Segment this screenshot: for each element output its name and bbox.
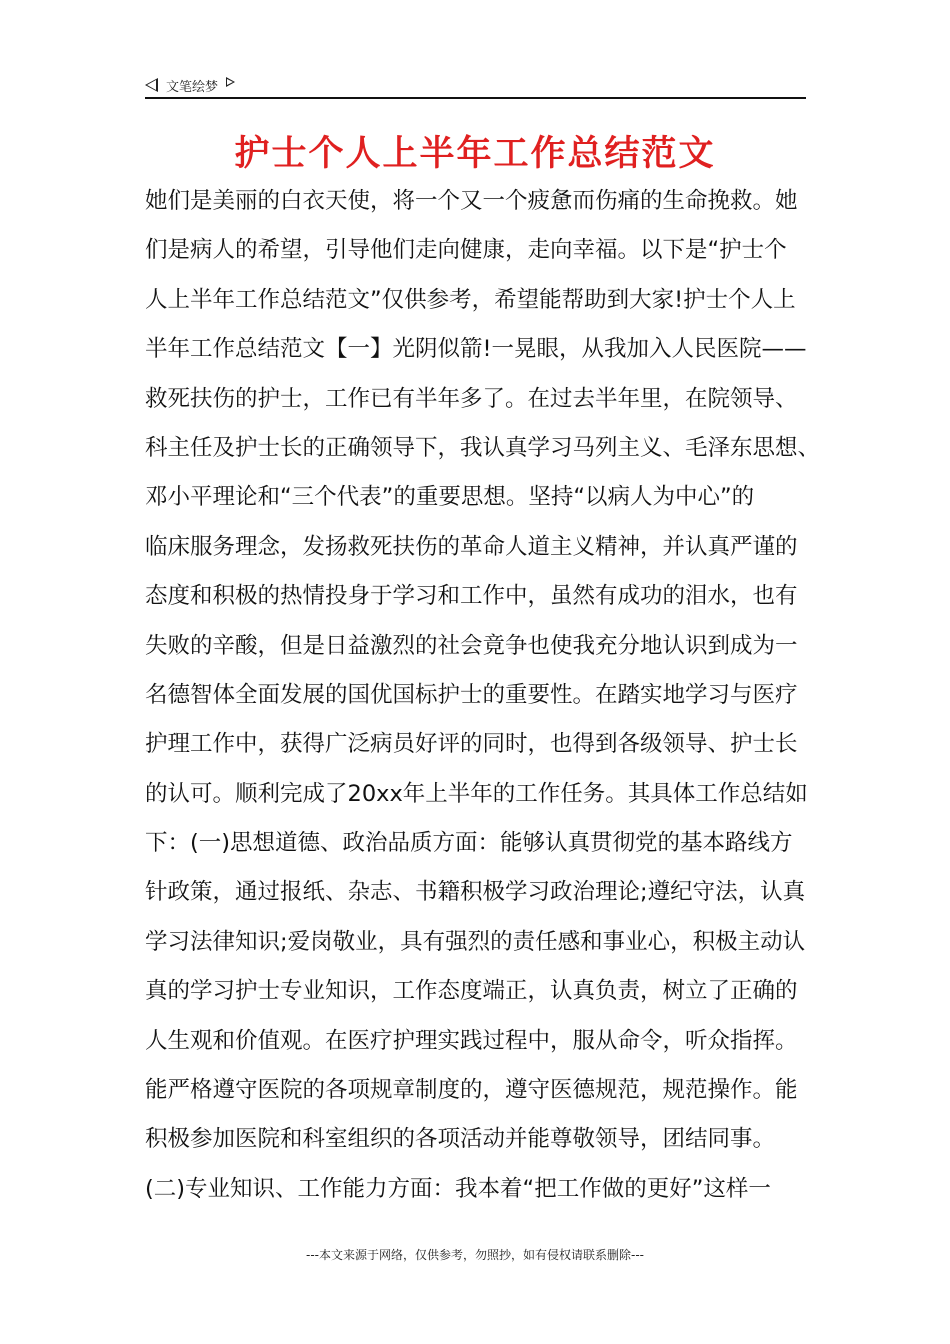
body-line: 半年工作总结范文【一】光阴似箭!一晃眼，从我加入人民医院—— [145,336,807,363]
body-line: 学习法律知识;爱岗敬业，具有强烈的责任感和事业心，积极主动认 [145,928,806,955]
body-line: 真的学习护士专业知识，工作态度端正，认真负责，树立了正确的 [145,978,798,1005]
header-label: 文笔绘梦 [166,79,219,95]
body-line: 护理工作中，获得广泛病员好评的同时，也得到各级领导、护士长 [145,731,798,758]
body-line: 名德智体全面发展的国优国标护士的重要性。在踏实地学习与医疗 [145,681,798,708]
body-line: 下：(一)思想道德、政治品质方面：能够认真贯彻党的基本路线方 [145,830,793,857]
body-line: 人生观和价值观。在医疗护理实践过程中，服从命令，听众指挥。 [145,1027,798,1054]
document-title: 护士个人上半年工作总结范文 [234,134,716,174]
body-line: 能严格遵守医院的各项规章制度的，遵守医德规范，规范操作。能 [145,1077,798,1104]
body-line: 的认可。顺利完成了20xx年上半年的工作任务。其具体工作总结如 [145,780,808,807]
body-line: 态度和积极的热情投身于学习和工作中，虽然有成功的泪水，也有 [145,583,798,610]
body-line: 临床服务理念，发扬救死扶伤的革命人道主义精神，并认真严谨的 [145,533,798,560]
body-line: 科主任及护士长的正确领导下，我认真学习马列主义、毛泽东思想、 [145,434,821,461]
header-rule [145,97,806,99]
body-line: 们是病人的希望，引导他们走向健康，走向幸福。以下是“护士个 [145,237,787,264]
triangle-right-icon [226,77,235,87]
body-line: 她们是美丽的白衣天使，将一个又一个疲惫而伤痛的生命挽救。她 [145,188,798,214]
triangle-left-icon [145,78,158,92]
body-line: 邓小平理论和“三个代表”的重要思想。坚持“以病人为中心”的 [145,484,755,511]
body-line: (二)专业知识、工作能力方面：我本着“把工作做的更好”这样一 [145,1175,771,1202]
body-line: 针政策，通过报纸、杂志、书籍积极学习政治理论;遵纪守法，认真 [145,879,806,906]
page-header [145,74,235,96]
body-line: 积极参加医院和科室组织的各项活动并能尊敬领导，团结同事。 [145,1126,776,1153]
footer-disclaimer: ---本文来源于网络，仅供参考，勿照抄，如有侵权请联系删除--- [306,1248,644,1262]
body-line: 救死扶伤的护士，工作已有半年多了。在过去半年里，在院领导、 [145,385,798,412]
body-line: 人上半年工作总结范文”仅供参考，希望能帮助到大家!护士个人上 [145,286,796,313]
document-body [145,183,821,1220]
body-line: 失败的辛酸，但是日益激烈的社会竟争也使我充分地认识到成为一 [145,632,798,659]
